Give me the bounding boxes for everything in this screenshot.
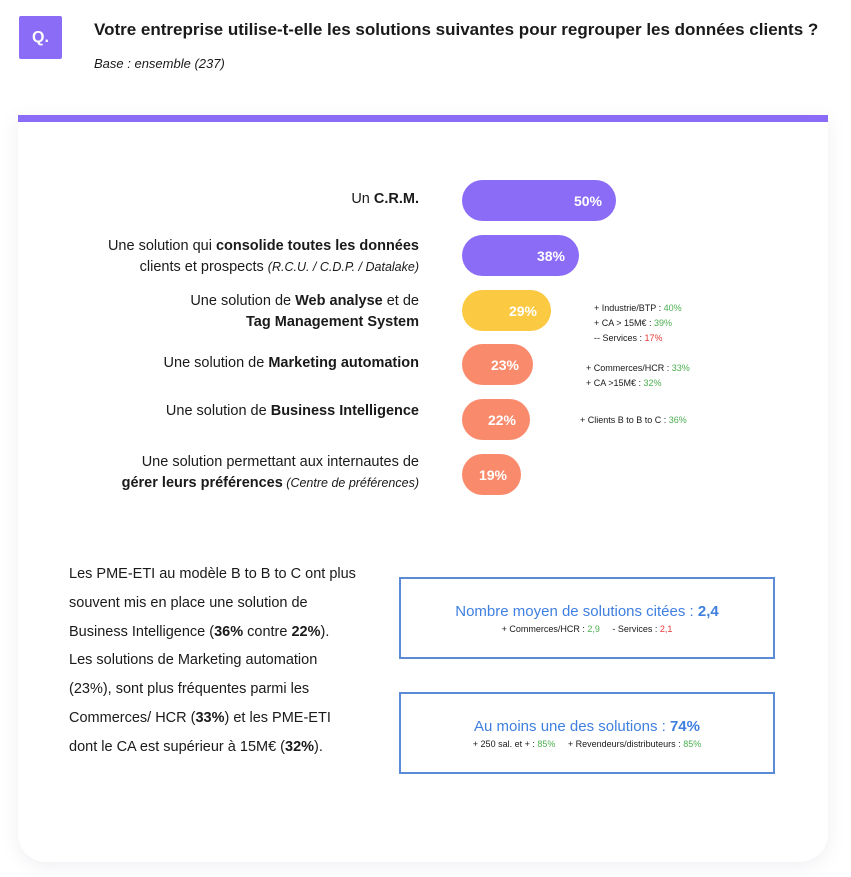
bar-value-label: 22% [487,411,516,428]
bar-value-label: 19% [478,466,507,483]
question-title [94,13,834,80]
category-label-marketing-automation: Une solution de Marketing automation [163,355,419,371]
note-line: + Clients B to B to C : 36% [580,415,687,425]
bar-value-label: 29% [508,302,537,319]
bar-1 [462,180,616,221]
bar-5 [462,399,530,440]
note-line: -- Services : 17% [594,333,663,343]
question-text: Votre entreprise utilise-t-elle les solutions suivantes pour regrouper les données clients ? [94,20,819,39]
stat-at-least-one-sub: + 250 sal. et + : 85% + Revendeurs/distributeurs : 85% [472,739,702,749]
stat-average-main: Nombre moyen de solutions citées : 2,4 [455,603,719,620]
stat-average-sub: + Commerces/HCR : 2,9 - Services : 2,1 [501,624,673,634]
stat-at-least-one-main: Au moins une des solutions : 74% [474,718,700,735]
category-label-consolidation: Une solution qui consolide toutes les données clients et prospects (R.C.U. / C.D.P. / Datalake) [107,238,419,275]
category-label-preferences: Une solution permettant aux internautes de gérer leurs préférences (Centre de préférences) [121,454,419,491]
note-web-analyse [594,301,682,346]
note-business-intelligence [580,413,687,428]
stat-box-average [399,577,775,659]
bar-value-label: 50% [573,192,602,209]
category-label-crm: Un C.R.M. [351,191,419,207]
bar-2 [462,235,579,276]
stat-box-at-least-one [399,692,775,774]
note-line: + CA >15M€ : 32% [586,378,662,388]
question-badge: Q. [19,16,62,59]
category-label-business-intelligence: Une solution de Business Intelligence [165,403,419,419]
question-base: Base : ensemble (237) [94,56,225,71]
note-marketing-automation [586,361,690,391]
note-line: + CA > 15M€ : 39% [594,318,673,328]
bar-6 [462,454,521,495]
bar-value-label: 38% [536,247,565,264]
bar-3 [462,290,551,331]
commentary-text: Les PME-ETI au modèle B to B to C ont plus souvent mis en place une solution de Business Intelligence (36% contre 22%). Les solutions de Marketing automation (23%), sont plus fréquentes parmi les Commerces/ HCR (33%) et les PME-ETI dont le CA est supérieur à 15M€ (32%). [69,566,356,755]
note-line: + Commerces/HCR : 33% [586,363,690,373]
bar-value-label: 23% [490,356,519,373]
category-label-web-analyse: Une solution de Web analyse et de Tag Management System [190,293,419,330]
bar-4 [462,344,533,385]
note-line: + Industrie/BTP : 40% [594,303,682,313]
